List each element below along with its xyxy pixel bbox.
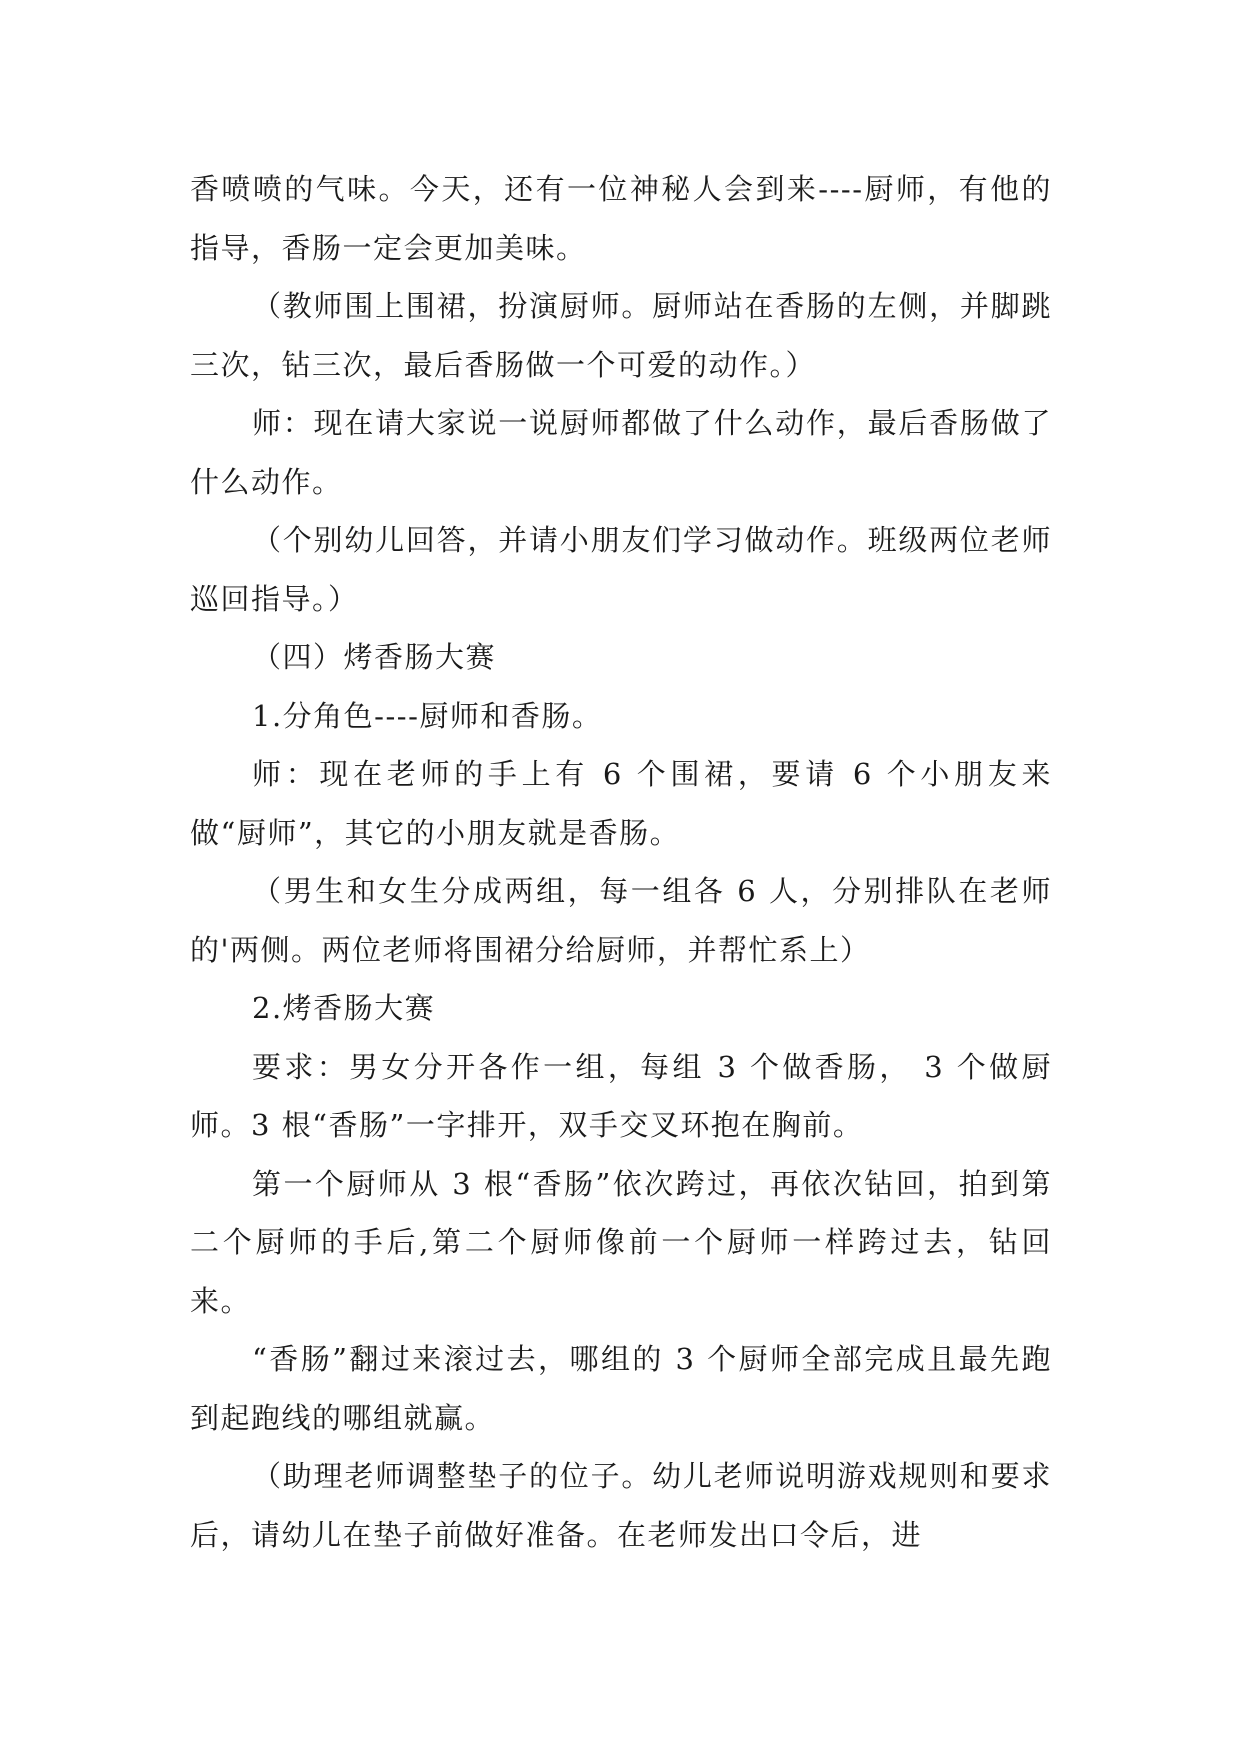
section-heading: （四）烤香肠大赛 [252, 640, 497, 674]
paragraph: 香喷喷的气味。今天，还有一位神秘人会到来----厨师，有他的指导，香肠一定会更加美味。 [190, 172, 1052, 265]
paragraph: 要求：男女分开各作一组，每组 3 个做香肠， 3 个做厨师。3 根“香肠”一字排开，双手交叉环抱在胸前。 [190, 1049, 1052, 1142]
paragraph: “香肠”翻过来滚过去，哪组的 3 个厨师全部完成且最先跑到起跑线的哪组就赢。 [190, 1342, 1052, 1435]
paragraph: 师：现在老师的手上有 6 个围裙，要请 6 个小朋友来做“厨师”，其它的小朋友就是香肠。 [190, 757, 1052, 850]
step-heading: 2.烤香肠大赛 [252, 991, 436, 1025]
document-page [190, 160, 1052, 1564]
paragraph: （男生和女生分成两组，每一组各 6 人，分别排队在老师的'两侧。两位老师将围裙分给厨师，并帮忙系上） [190, 874, 1052, 967]
paragraph: （教师围上围裙，扮演厨师。厨师站在香肠的左侧，并脚跳三次，钻三次，最后香肠做一个可爱的动作。） [190, 289, 1052, 382]
paragraph: 第一个厨师从 3 根“香肠”依次跨过，再依次钻回，拍到第二个厨师的手后,第二个厨师像前一个厨师一样跨过去，钻回来。 [190, 1166, 1052, 1318]
step-heading: 1.分角色----厨师和香肠。 [252, 698, 603, 733]
paragraph: （个别幼儿回答，并请小朋友们学习做动作。班级两位老师巡回指导。） [190, 523, 1052, 616]
paragraph: 师：现在请大家说一说厨师都做了什么动作，最后香肠做了什么动作。 [190, 406, 1052, 499]
paragraph: （助理老师调整垫子的位子。幼儿老师说明游戏规则和要求后，请幼儿在垫子前做好准备。在老师发出口令后，进 [190, 1459, 1052, 1552]
